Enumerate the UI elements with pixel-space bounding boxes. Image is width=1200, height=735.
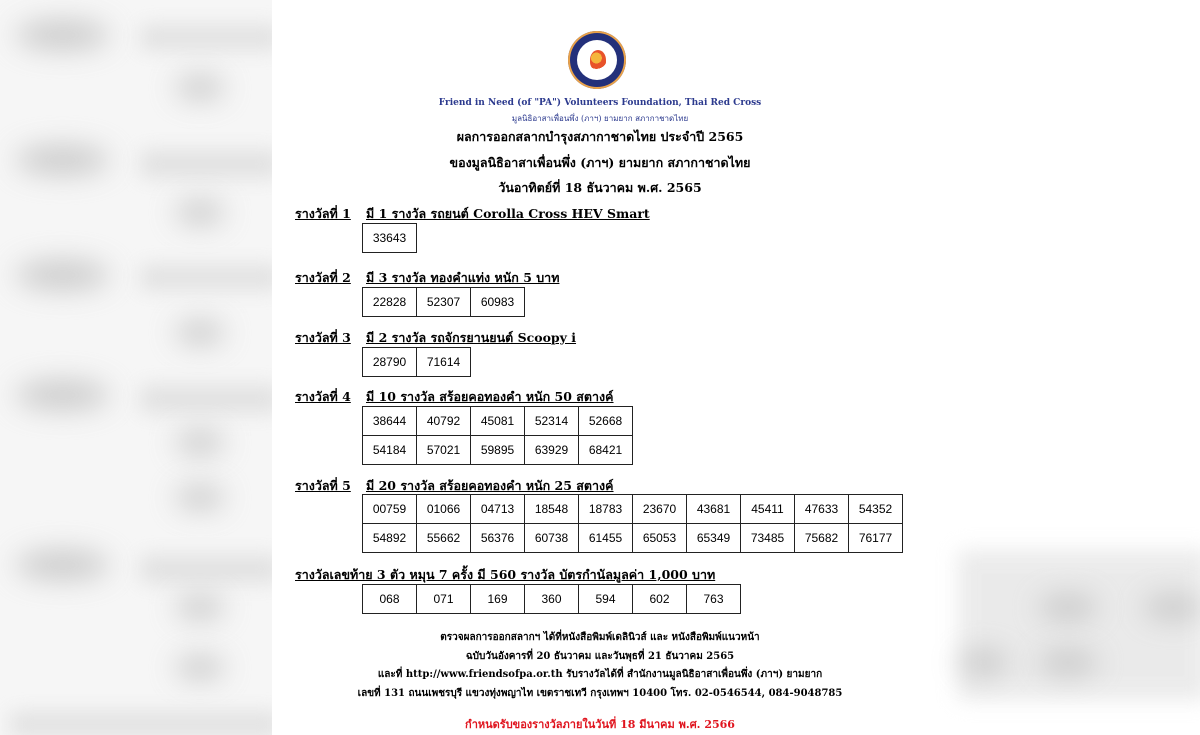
winning-number: 52314 [525,407,579,436]
winning-number: 54892 [363,524,417,553]
footer-address-phone: เลขที่ 131 ถนนเพชรบุรี แขวงทุ่งพญาไท เขตราชเทวี กรุงเทพฯ 10400 โทร. 02-0546544, 084-9048785 [357,688,843,699]
winning-number: 55662 [417,524,471,553]
winning-number: 04713 [471,495,525,524]
title-line-3-date: วันอาทิตย์ที่ 18 ธันวาคม พ.ศ. 2565 [498,180,702,195]
prize-3-description: มี 2 รางวัล รถจักรยานยนต์ Scoopy i [366,330,577,345]
last-three-digits-description: รางวัลเลขท้าย 3 ตัว หมุน 7 ครั้ง มี 560 รางวัล บัตรกำนัลมูลค่า 1,000 บาท [295,567,716,582]
winning-number: 59895 [471,436,525,465]
winning-number: 56376 [471,524,525,553]
footer-check-results: ตรวจผลการออกสลากฯ ได้ที่หนังสือพิมพ์เดลินิวส์ และ หนังสือพิมพ์แนวหน้า [440,632,760,643]
winning-number: 068 [363,585,417,614]
prize-1-description: มี 1 รางวัล รถยนต์ Corolla Cross HEV Smart [366,206,650,221]
winning-number: 602 [633,585,687,614]
winning-number: 75682 [795,524,849,553]
prize-4-label: รางวัลที่ 4 [295,389,351,404]
winning-number: 65349 [687,524,741,553]
winning-number: 594 [579,585,633,614]
winning-number: 43681 [687,495,741,524]
prize-2-numbers-table [362,287,525,317]
winning-number: 18548 [525,495,579,524]
winning-number: 61455 [579,524,633,553]
winning-number: 52307 [417,288,471,317]
foundation-logo-icon [568,31,626,89]
winning-number: 57021 [417,436,471,465]
winning-number: 40792 [417,407,471,436]
prize-4-description: มี 10 รางวัล สร้อยคอทองคำ หนัก 50 สตางค์ [366,389,614,404]
winning-number: 360 [525,585,579,614]
title-line-1: ผลการออกสลากบำรุงสภากาชาดไทย ประจำปี 2565 [456,129,744,144]
winning-number: 60738 [525,524,579,553]
footer-publication-dates: ฉบับวันอังคารที่ 20 ธันวาคม และวันพุธที่ 21 ธันวาคม 2565 [465,651,735,662]
title-line-2: ของมูลนิธิอาสาเพื่อนพึ่ง (ภาฯ) ยามยาก สภากาชาดไทย [449,155,751,170]
winning-number: 071 [417,585,471,614]
prize-5-label: รางวัลที่ 5 [295,478,351,493]
winning-number: 52668 [579,407,633,436]
winning-number: 763 [687,585,741,614]
prize-4-numbers-table [362,406,633,465]
prize-2-description: มี 3 รางวัล ทองคำแท่ง หนัก 5 บาท [366,270,560,285]
winning-number: 73485 [741,524,795,553]
winning-number: 169 [471,585,525,614]
org-name-english: Friend in Need (of "PA") Volunteers Foundation, Thai Red Cross [438,98,762,108]
prize-5-description: มี 20 รางวัล สร้อยคอทองคำ หนัก 25 สตางค์ [366,478,614,493]
winning-number: 47633 [795,495,849,524]
winning-number: 76177 [849,524,903,553]
claim-deadline-notice: กำหนดรับของรางวัลภายในวันที่ 18 มีนาคม พ.ศ. 2566 [465,718,735,731]
prize-2-label: รางวัลที่ 2 [295,270,351,285]
winning-number: 63929 [525,436,579,465]
winning-number: 23670 [633,495,687,524]
prize-3-label: รางวัลที่ 3 [295,330,351,345]
winning-number: 00759 [363,495,417,524]
winning-number: 54184 [363,436,417,465]
org-name-thai: มูลนิธิอาสาเพื่อนพึ่ง (ภาฯ) ยามยาก สภากาชาดไทย [511,114,689,123]
winning-number: 68421 [579,436,633,465]
prize-1-numbers-table [362,223,417,253]
winning-number: 18783 [579,495,633,524]
prize-5-numbers-table [362,494,903,553]
winning-number: 28790 [363,348,417,377]
winning-number: 45081 [471,407,525,436]
lottery-results-document [272,0,928,735]
last-three-digits-table [362,584,741,614]
winning-number: 65053 [633,524,687,553]
winning-number: 22828 [363,288,417,317]
prize-3-numbers-table [362,347,471,377]
winning-number: 54352 [849,495,903,524]
winning-number: 33643 [363,224,417,253]
blurred-background-right [928,0,1200,735]
winning-number: 60983 [471,288,525,317]
winning-number: 45411 [741,495,795,524]
winning-number: 38644 [363,407,417,436]
winning-number: 01066 [417,495,471,524]
prize-1-label: รางวัลที่ 1 [295,206,351,221]
blurred-background-left [0,0,272,735]
footer-website-and-office: และที่ http://www.friendsofpa.or.th รับรางวัลได้ที่ สำนักงานมูลนิธิอาสาเพื่อนพึ่ง (ภาฯ) ยามยาก [377,669,823,680]
winning-number: 71614 [417,348,471,377]
